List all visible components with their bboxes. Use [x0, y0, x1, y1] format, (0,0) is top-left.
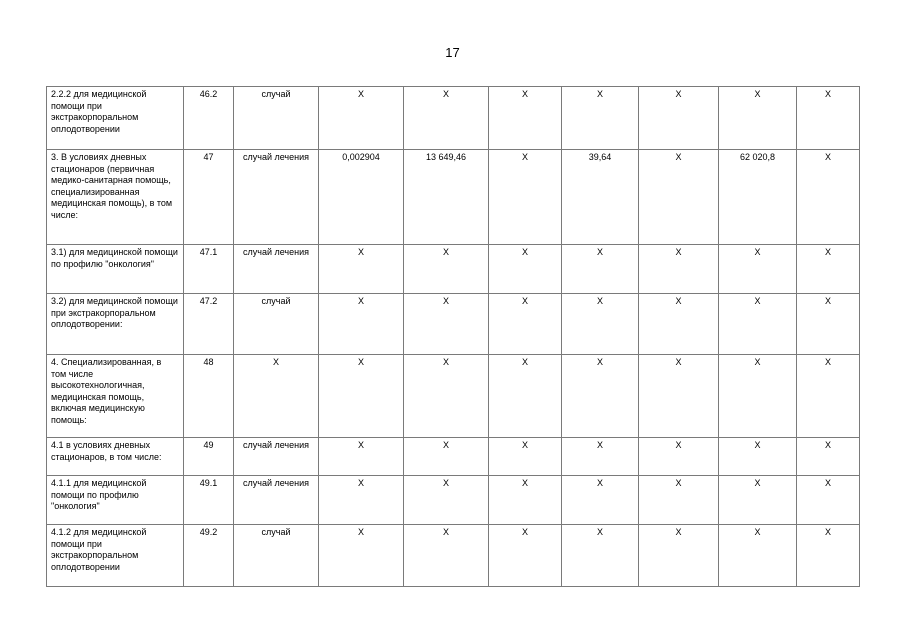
row-unit-cell: случай — [234, 87, 319, 150]
row-value-cell: X — [562, 476, 639, 525]
row-value-cell: X — [797, 294, 860, 355]
row-value-cell: X — [562, 87, 639, 150]
row-value-cell: X — [489, 87, 562, 150]
row-value-cell: X — [797, 87, 860, 150]
row-unit-cell: случай лечения — [234, 150, 319, 245]
row-value-cell: X — [562, 438, 639, 476]
table-row — [47, 294, 860, 355]
table-row — [47, 355, 860, 438]
row-value-cell: X — [404, 525, 489, 587]
row-value-cell: X — [489, 245, 562, 294]
row-value-cell: X — [639, 438, 719, 476]
row-name-cell: 4. Специализированная, в том числе высокотехнологичная, медицинская помощь, включая медицинскую помощь: — [47, 355, 184, 438]
table-row — [47, 87, 860, 150]
row-value-cell: X — [639, 87, 719, 150]
row-value-cell: X — [404, 245, 489, 294]
row-value-cell: X — [319, 355, 404, 438]
row-unit-cell: X — [234, 355, 319, 438]
row-value-cell: X — [719, 355, 797, 438]
row-value-cell: X — [404, 355, 489, 438]
row-value-cell: X — [489, 476, 562, 525]
row-unit-cell: случай лечения — [234, 438, 319, 476]
row-value-cell: X — [489, 294, 562, 355]
row-value-cell: X — [719, 294, 797, 355]
row-value-cell: 13 649,46 — [404, 150, 489, 245]
row-value-cell: X — [797, 438, 860, 476]
row-value-cell: X — [719, 245, 797, 294]
row-value-cell: X — [639, 476, 719, 525]
page-number: 17 — [445, 45, 460, 60]
row-code-cell: 47 — [184, 150, 234, 245]
table-row — [47, 438, 860, 476]
row-value-cell: X — [489, 150, 562, 245]
row-value-cell: X — [719, 87, 797, 150]
row-value-cell: X — [719, 525, 797, 587]
row-name-cell: 3. В условиях дневных стационаров (первичная медико-санитарная помощь, специализированная медицинская помощь), в том числе: — [47, 150, 184, 245]
row-unit-cell: случай — [234, 294, 319, 355]
row-value-cell: X — [404, 476, 489, 525]
row-code-cell: 48 — [184, 355, 234, 438]
row-name-cell: 4.1.1 для медицинской помощи по профилю "онкология" — [47, 476, 184, 525]
row-value-cell: X — [639, 355, 719, 438]
table-row — [47, 476, 860, 525]
row-unit-cell: случай лечения — [234, 476, 319, 525]
row-value-cell: X — [719, 438, 797, 476]
row-value-cell: 0,002904 — [319, 150, 404, 245]
row-unit-cell: случай лечения — [234, 245, 319, 294]
row-value-cell: X — [319, 438, 404, 476]
row-value-cell: X — [562, 294, 639, 355]
row-value-cell: X — [489, 355, 562, 438]
row-value-cell: 39,64 — [562, 150, 639, 245]
row-code-cell: 46.2 — [184, 87, 234, 150]
row-value-cell: X — [319, 87, 404, 150]
row-name-cell: 3.2) для медицинской помощи при экстракорпоральном оплодотворении: — [47, 294, 184, 355]
row-code-cell: 49 — [184, 438, 234, 476]
row-code-cell: 49.1 — [184, 476, 234, 525]
row-value-cell: X — [404, 87, 489, 150]
row-value-cell: X — [797, 245, 860, 294]
row-value-cell: X — [319, 294, 404, 355]
row-value-cell: X — [797, 476, 860, 525]
row-value-cell: X — [319, 476, 404, 525]
row-value-cell: X — [797, 355, 860, 438]
row-value-cell: X — [639, 525, 719, 587]
row-name-cell: 4.1.2 для медицинской помощи при экстракорпоральном оплодотворении — [47, 525, 184, 587]
row-value-cell: X — [404, 294, 489, 355]
row-name-cell: 3.1) для медицинской помощи по профилю "онкология" — [47, 245, 184, 294]
row-name-cell: 2.2.2 для медицинской помощи при экстракорпоральном оплодотворении — [47, 87, 184, 150]
row-value-cell: X — [489, 438, 562, 476]
row-value-cell: 62 020,8 — [719, 150, 797, 245]
row-value-cell: X — [489, 525, 562, 587]
table-row — [47, 150, 860, 245]
row-value-cell: X — [719, 476, 797, 525]
row-value-cell: X — [562, 525, 639, 587]
row-name-cell: 4.1 в условиях дневных стационаров, в том числе: — [47, 438, 184, 476]
row-value-cell: X — [319, 525, 404, 587]
row-code-cell: 49.2 — [184, 525, 234, 587]
table-body — [47, 87, 860, 587]
row-code-cell: 47.1 — [184, 245, 234, 294]
row-value-cell: X — [639, 150, 719, 245]
row-value-cell: X — [639, 245, 719, 294]
row-unit-cell: случай — [234, 525, 319, 587]
table-row — [47, 525, 860, 587]
table-row — [47, 245, 860, 294]
row-value-cell: X — [797, 150, 860, 245]
row-value-cell: X — [797, 525, 860, 587]
row-value-cell: X — [404, 438, 489, 476]
row-value-cell: X — [562, 245, 639, 294]
row-value-cell: X — [639, 294, 719, 355]
data-table — [46, 86, 860, 587]
row-code-cell: 47.2 — [184, 294, 234, 355]
row-value-cell: X — [319, 245, 404, 294]
row-value-cell: X — [562, 355, 639, 438]
